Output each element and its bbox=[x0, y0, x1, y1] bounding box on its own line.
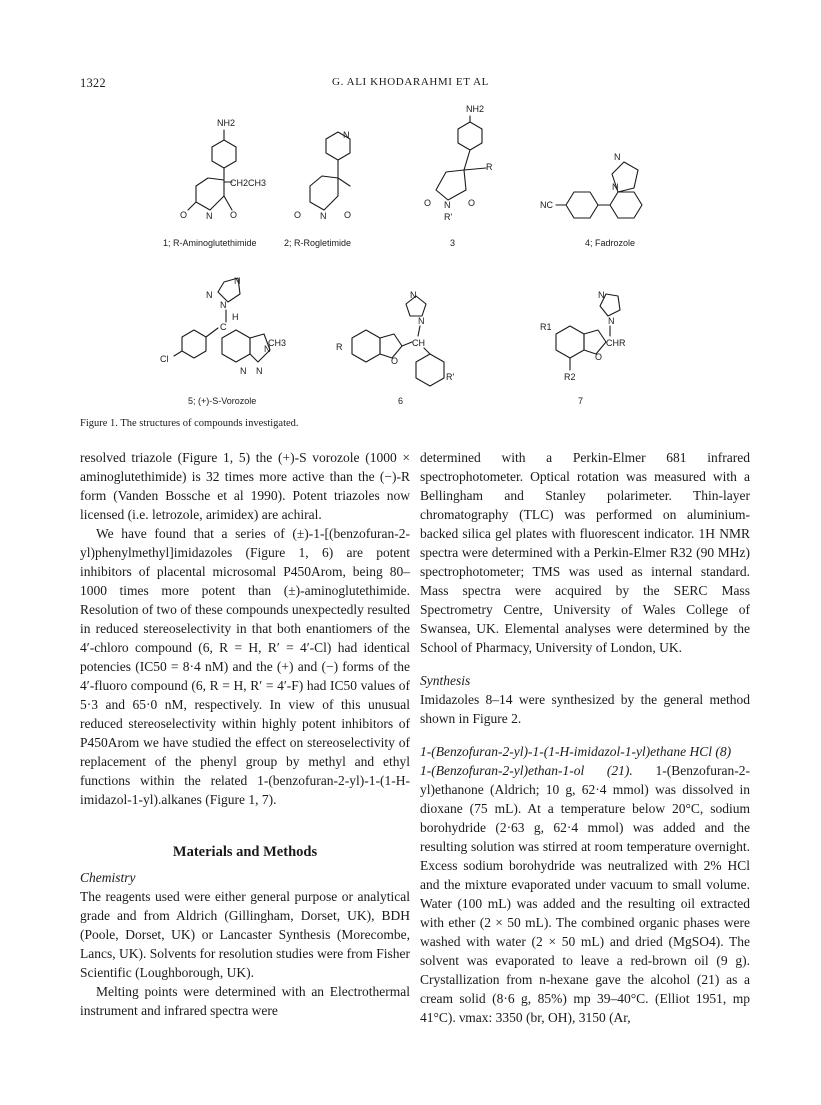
compound-heading: 1-(Benzofuran-2-yl)-1-(1-H-imidazol-1-yl)ethane HCl (8) bbox=[420, 744, 732, 759]
atom-r-prime: R' bbox=[444, 212, 453, 222]
label-compound-4: 4; Fadrozole bbox=[585, 238, 636, 248]
atom-o: O bbox=[230, 210, 238, 220]
figure-caption: Figure 1. The structures of compounds investigated. bbox=[80, 418, 299, 429]
atom-o: O bbox=[294, 210, 302, 220]
atom-ch3: CH3 bbox=[268, 338, 287, 348]
paragraph: resolved triazole (Figure 1, 5) the (+)-S vorozole (1000 × aminoglutethimide) is 32 times more active than the (−)-R form (Vanden Bossche et al 1990). Potent triazoles now licensed (i.e. letrozole, arimidex) are achiral. bbox=[80, 450, 410, 522]
structure-fadrozole bbox=[540, 152, 642, 248]
atom-n: N bbox=[608, 316, 615, 326]
structure-rogletimide bbox=[284, 130, 351, 248]
atom-ch: CH bbox=[412, 338, 425, 348]
structure-vorozole bbox=[160, 276, 286, 406]
paragraph: We have found that a series of (±)-1-[(benzofuran-2-yl)phenylmethyl]imidazoles (Figure 1, 6) are potent inhibitors of placental microsomal P450Arom, being 80–1000 times more potent than (±)-aminoglutethimide. Resolution of two of these compounds unexpectedly resulted in reduced stereoselectivity in that both enantiomers of the 4′-chloro compound (6, R = H, R′ = 4′-Cl) had identical potencies (IC50 = 8·4 nM) and the (+) and (−) forms of the 4′-fluoro compound (6, R = H, R′ = 4′-F) had IC50 values of 5·3 and 65·0 nM, respectively. In view of this unusual reduced stereoselectivity within highly potent inhibitors of P450Arom we have studied the effect on stereoselectivity of replacement of the phenyl group by methyl and ethyl functions within the related 1-(benzofuran-2-yl)-1-(1-H-imidazol-1-yl).alkanes (Figure 1, 7). bbox=[80, 526, 410, 807]
atom-r: R bbox=[486, 162, 493, 172]
paragraph: The reagents used were either general purpose or analytical grade and from Aldrich (Gillingham, Dorset, UK), BDH (Poole, Dorset, UK) or Lancaster Synthesis (Morecombe, Lancs, UK). Solvents for resolution studies were from Fisher Scientific (Loughborough, UK). bbox=[80, 889, 410, 980]
atom-r1: R1 bbox=[540, 322, 552, 332]
page-number: 1322 bbox=[80, 76, 106, 90]
atom-o: O bbox=[424, 198, 432, 208]
atom-o: O bbox=[344, 210, 352, 220]
subsection-title: Synthesis bbox=[420, 673, 471, 688]
structure-aminoglutethimide bbox=[163, 118, 266, 248]
label-compound-7: 7 bbox=[578, 396, 584, 406]
paragraph bbox=[420, 761, 750, 1027]
atom-n: N bbox=[444, 200, 451, 210]
atom-n: N bbox=[256, 366, 263, 376]
atom-o: O bbox=[180, 210, 188, 220]
subsection-title: Chemistry bbox=[80, 870, 136, 885]
atom-n: N bbox=[206, 211, 213, 221]
atom-n: N bbox=[206, 290, 213, 300]
paragraph: determined with a Perkin-Elmer 681 infrared spectrophotometer. Optical rotation was measured with a Bellingham and Stanley polarimeter. Thin-layer chromatography (TLC) was performed on aluminium-backed silica gel plates with fluorescent indicator. 1H NMR spectra were determined with a Perkin-Elmer R32 (90 MHz) spectrophotometer; TMS was used as internal standard. Mass spectra were acquired by the SERC Mass Spectrometry Centre, University of Wales College of Swansea, UK. Elemental analyses were determined by the School of Pharmacy, University of London, UK. bbox=[420, 450, 750, 655]
right-column bbox=[420, 448, 750, 1027]
atom-nc: NC bbox=[540, 200, 553, 210]
atom-c: C bbox=[220, 322, 227, 332]
figure-1-structures bbox=[0, 0, 821, 420]
label-compound-3: 3 bbox=[450, 238, 456, 248]
label-compound-5: 5; (+)-S-Vorozole bbox=[188, 396, 257, 406]
running-head: G. ALI KHODARAHMI ET AL bbox=[332, 76, 489, 88]
atom-ch2ch3: CH2CH3 bbox=[230, 178, 267, 188]
atom-h: H bbox=[232, 312, 239, 322]
section-title: Materials and Methods bbox=[172, 844, 318, 860]
atom-n: N bbox=[320, 211, 327, 221]
paragraph-text: 1-(Benzofuran-2-yl)ethanone (Aldrich; 10 g, 62·4 mmol) was dissolved in dioxane (75 mL). At a temperature below 20°C, sodium borohydride (2·63 g, 62·4 mmol) was added and the resulting solution was stirred at room temperature overnight. Excess sodium borohydride was neutralized with 2% HCl and the mixture evaporated under vacuum to small volume. Water (100 mL) was added and the resulting oil extracted with ether (2 × 50 mL). The combined organic phases were washed with water (2 × 50 mL) and dried (MgSO4). The solvent was evaporated to leave a red-brown oil (9 g). Crystallization from n-hexane gave the alcohol (21) as a cream solid (8·6 g, 85%) mp 39–40°C. (Elliot 1951, mp 41°C). νmax: 3350 (br, OH), 3150 (Ar, bbox=[420, 763, 750, 1025]
atom-nh2: NH2 bbox=[217, 118, 236, 128]
atom-o: O bbox=[595, 352, 603, 362]
label-compound-6: 6 bbox=[398, 396, 404, 406]
atom-cl: Cl bbox=[160, 354, 169, 364]
atom-n: N bbox=[240, 366, 247, 376]
compound-subheading: 1-(Benzofuran-2-yl)ethan-1-ol (21). bbox=[420, 763, 633, 778]
atom-r-prime: R' bbox=[446, 372, 455, 382]
atom-n: N bbox=[220, 300, 227, 310]
left-column bbox=[80, 448, 410, 1020]
atom-n: N bbox=[418, 316, 425, 326]
atom-r2: R2 bbox=[564, 372, 576, 382]
paragraph: Imidazoles 8–14 were synthesized by the general method shown in Figure 2. bbox=[420, 692, 750, 726]
structure-compound-3 bbox=[424, 104, 493, 248]
atom-nh2: NH2 bbox=[466, 104, 485, 114]
atom-o: O bbox=[468, 198, 476, 208]
atom-n: N bbox=[264, 344, 271, 354]
label-compound-1: 1; R-Aminoglutethimide bbox=[163, 238, 257, 248]
atom-n: N bbox=[614, 152, 621, 162]
structure-compound-7 bbox=[540, 290, 626, 406]
atom-chr: CHR bbox=[606, 338, 626, 348]
label-compound-2: 2; R-Rogletimide bbox=[284, 238, 352, 248]
atom-n: N bbox=[343, 130, 350, 140]
atom-o: O bbox=[391, 356, 399, 366]
atom-n: N bbox=[410, 290, 417, 300]
structure-compound-6 bbox=[336, 290, 454, 406]
paragraph: Melting points were determined with an Electrothermal instrument and infrared spectra were bbox=[80, 984, 410, 1018]
atom-r: R bbox=[336, 342, 343, 352]
atom-n: N bbox=[612, 182, 619, 192]
atom-n: N bbox=[234, 276, 241, 286]
atom-n: N bbox=[598, 290, 605, 300]
